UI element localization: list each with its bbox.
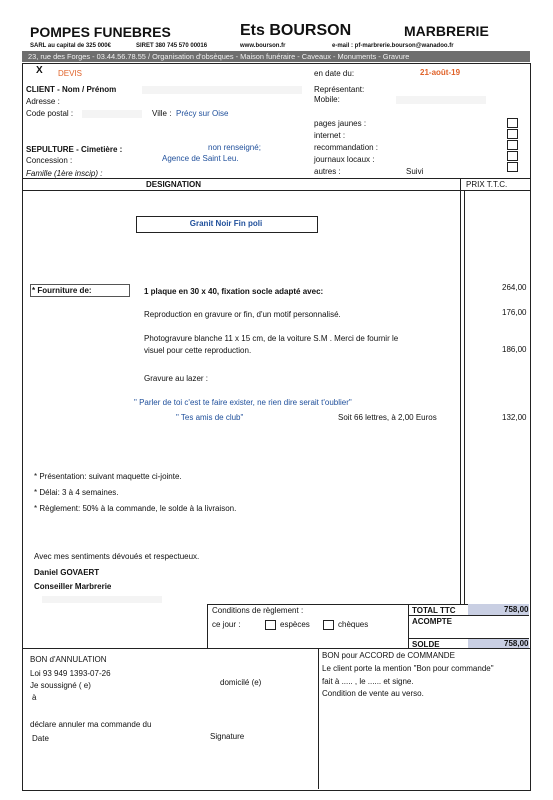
material-label: Granit Noir Fin poli	[189, 219, 263, 228]
deposit-rule	[408, 615, 529, 616]
item-price: 186,00	[502, 345, 527, 354]
cancellation-signature: Signature	[210, 732, 245, 741]
order-agreement-line: Condition de vente au verso.	[322, 689, 424, 698]
engraving-price: 132,00	[502, 413, 527, 422]
cemetery-label: SEPULTURE - Cimetière :	[26, 145, 123, 154]
deposit-label: ACOMPTE	[412, 617, 452, 626]
price-column-rule	[460, 178, 461, 604]
supply-label: * Fourniture de:	[32, 286, 92, 295]
company-name-center: Ets BOURSON	[240, 22, 352, 39]
source-checkbox[interactable]	[507, 118, 518, 128]
order-agreement-line: fait à ..... , le ...... et signe.	[322, 677, 414, 686]
redacted-area	[396, 96, 486, 104]
redacted-area	[42, 596, 162, 603]
item-price: 264,00	[502, 283, 527, 292]
source-value: Suivi	[406, 167, 424, 176]
signer-role: Conseiller Marbrerie	[34, 582, 112, 591]
redacted-area	[142, 86, 302, 94]
cancellation-a: à	[32, 693, 37, 702]
mobile-label: Mobile:	[314, 95, 340, 104]
footer-top-rule	[22, 648, 530, 649]
concession-label: Concession :	[26, 156, 73, 165]
cancellation-title: BON d'ANNULATION	[30, 655, 107, 664]
item-text: 1 plaque en 30 x 40, fixation socle adapté avec:	[144, 287, 324, 296]
cemetery-value: non renseigné;	[208, 143, 261, 152]
cancellation-declare: déclare annuler ma commande du	[30, 720, 152, 729]
source-label: recommandation :	[314, 143, 379, 152]
engraving-label: Gravure au lazer :	[144, 374, 209, 383]
note-item: * Présentation: suivant maquette ci-jointe.	[34, 472, 182, 481]
payment-left-rule	[207, 604, 208, 648]
engraving-quote: " Parler de toi c'est te faire exister, ne rien dire serait t'oublier"	[134, 398, 352, 407]
source-label: pages jaunes :	[314, 119, 367, 128]
quote-page	[22, 8, 532, 792]
cheque-label: chèques	[338, 620, 369, 629]
date-value: 21-août-19	[420, 68, 461, 77]
source-checkbox[interactable]	[507, 162, 518, 172]
totals-left-rule	[408, 604, 409, 648]
concession-value: Agence de Saint Leu.	[162, 154, 239, 163]
source-checkbox[interactable]	[507, 129, 518, 139]
source-checkbox[interactable]	[507, 140, 518, 150]
company-name-left: POMPES FUNEBRES	[30, 24, 171, 40]
order-agreement-line: Le client porte la mention "Bon pour commande"	[322, 664, 494, 673]
payment-conditions: Conditions de règlement :	[212, 606, 304, 615]
item-price: 176,00	[502, 308, 527, 317]
closing-salutation: Avec mes sentiments dévoués et respectueux.	[34, 552, 200, 561]
note-item: * Règlement: 50% à la commande, le solde à la livraison.	[34, 504, 237, 513]
client-city-value: Précy sur Oise	[176, 109, 229, 118]
table-top-rule	[22, 178, 530, 179]
source-label: autres :	[314, 167, 341, 176]
cash-label: espèces	[280, 620, 310, 629]
client-address-label: Adresse :	[26, 97, 60, 106]
family-label: Famille (1ère inscip) :	[26, 169, 103, 178]
item-text: Reproduction en gravure or fin, d'un motif personnalisé.	[144, 310, 341, 319]
cash-checkbox[interactable]	[265, 620, 276, 630]
source-label: journaux locaux :	[314, 155, 375, 164]
cancellation-law: Loi 93 949 1393-07-26	[30, 669, 111, 678]
engraving-signature: " Tes amis de club"	[176, 413, 244, 422]
item-text: visuel pour cette reproduction.	[144, 346, 252, 355]
company-name-right: MARBRERIE	[404, 23, 489, 39]
address-bar: 23, rue des Forges - 03.44.56.78.55 / Organisation d'obsèques - Maison funéraire - Caveaux - Monuments - Gravure	[22, 51, 530, 62]
client-city-label: Ville :	[152, 109, 172, 118]
cheque-checkbox[interactable]	[323, 620, 334, 630]
devis-check-mark: X	[36, 65, 43, 76]
note-item: * Délai: 3 à 4 semaines.	[34, 488, 119, 497]
footer-split-rule	[318, 648, 319, 789]
cancellation-domicile: domicilé (e)	[220, 678, 262, 687]
doc-type-label: DEVIS	[58, 69, 83, 78]
total-label: TOTAL TTC	[412, 606, 456, 615]
client-name-label: CLIENT - Nom / Prénom	[26, 85, 117, 94]
cancellation-undersigned: Je soussigné ( e)	[30, 681, 91, 690]
representative-label: Représentant:	[314, 85, 365, 94]
date-label: en date du:	[314, 69, 355, 78]
cancellation-date: Date	[32, 734, 49, 743]
source-checkbox[interactable]	[507, 151, 518, 161]
order-agreement-title: BON pour ACCORD de COMMANDE	[322, 651, 455, 660]
company-website: www.bourson.fr	[240, 43, 286, 49]
source-label: internet :	[314, 131, 346, 140]
price-column-rule-inner	[464, 190, 465, 604]
engraving-letters: Soit 66 lettres, à 2,00 Euros	[338, 413, 437, 422]
table-head-rule	[22, 190, 530, 191]
company-capital: SARL au capital de 325 000€	[30, 43, 111, 49]
designation-header: DESIGNATION	[146, 180, 201, 189]
company-email: e-mail : pf-marbrerie.bourson@wanadoo.fr	[332, 43, 454, 49]
signer-name: Daniel GOVAERT	[34, 568, 100, 577]
price-header: PRIX T.T.C.	[466, 180, 508, 189]
item-text: Photogravure blanche 11 x 15 cm, de la voiture S.M . Merci de fournir le	[144, 334, 399, 343]
redacted-area	[82, 110, 142, 118]
balance-label: SOLDE	[412, 640, 440, 649]
payment-this-day: ce jour :	[212, 620, 241, 629]
total-value: 758,00	[504, 605, 529, 614]
balance-value: 758,00	[504, 639, 529, 648]
client-postal-label: Code postal :	[26, 109, 74, 118]
company-siret: SIRET 380 745 570 00016	[136, 43, 208, 49]
